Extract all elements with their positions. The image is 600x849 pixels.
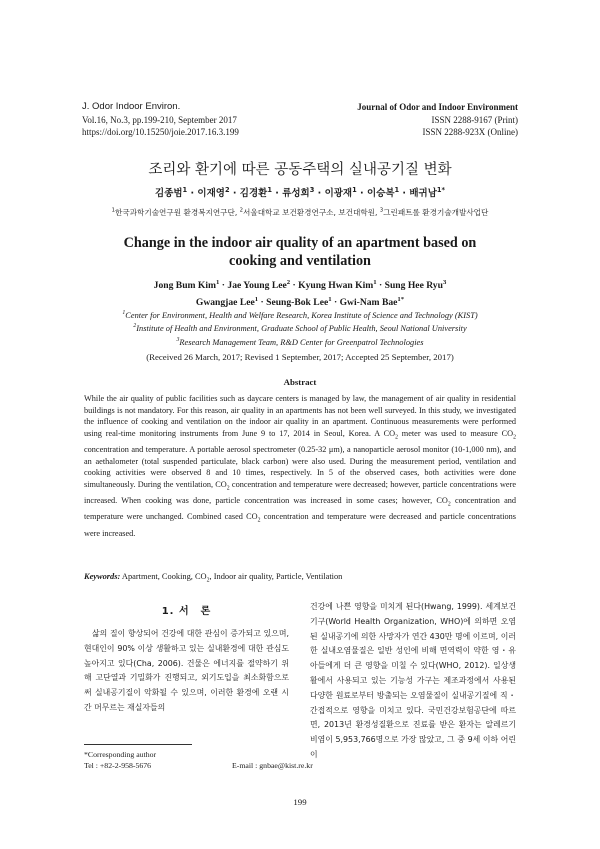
author-name: 류성희 <box>282 188 310 199</box>
author-separator: · <box>258 297 267 309</box>
journal-full-name: Journal of Odor and Indoor Environment <box>357 102 518 112</box>
author-affiliation-marker: 3 <box>309 185 315 194</box>
affiliation-marker: 2 <box>133 323 137 330</box>
author-affiliation-marker: 2 <box>224 185 230 194</box>
affiliation-text: 한국과학기술연구원 환경복지연구단, <box>115 208 240 217</box>
english-title: Change in the indoor air quality of an apartment based on cooking and ventilation <box>123 235 477 269</box>
journal-header-left <box>82 101 239 139</box>
author-separator: · <box>290 280 299 292</box>
author-separator: · <box>399 188 410 199</box>
right-column <box>310 600 516 763</box>
author-separator: · <box>331 297 340 309</box>
english-authors <box>100 276 500 310</box>
affiliation-marker: 1 <box>122 310 126 316</box>
affiliation-text: Center for Environment, Health and Welfare Research, Korea Institute of Science and Technology (KIST) <box>125 310 478 320</box>
author-name: 배귀남 <box>409 188 437 199</box>
affiliation-line <box>60 321 540 334</box>
affiliation-text: Research Management Team, R&D Center for Greenpatrol Technologies <box>179 337 424 347</box>
keywords-before: Apartment, Cooking, CO <box>120 572 207 581</box>
volume-line: Vol.16, No.3, pp.199-210, September 2017 <box>82 114 237 125</box>
section-heading-introduction: 1. 서 론 <box>161 606 212 617</box>
author-affiliation-marker: 3 <box>442 279 447 286</box>
affiliation-line <box>60 308 540 321</box>
affiliation-marker: 3 <box>176 336 180 343</box>
intro-paragraph-left: 삶의 질이 향상되어 건강에 대한 관심이 증가되고 있으며, 현대인이 90% 이상 생활하고 있는 실내환경에 대한 관심도 높아지고 있다(Cha, 2006). 건물은 에너지를 절약하기 위해 고단열과 기밀화가 진행되고, 외기도입을 최소화함으로써 실내공기질이 악화될 수 있으며, 이러한 환경에 오랜 시간 머무르는 재실자들의 <box>84 629 289 712</box>
author-affiliation-marker: 1 <box>352 185 357 194</box>
abstract-seg-3: concentration and temperature were decreased; however, particle concentrations were increased. When cooking was done, particle concentration was increased in some cases; however, CO <box>84 479 516 506</box>
abstract-seg-0: While the air quality of public facilities such as daycare centers is managed by law, the management of air quality in residential buildings is not mandatory. For this reason, air quality in an apartments has not been well surveyed. In this study, we investigated the influence of cooking and ventilation on the indoor air quality in an apartment. Continuous measurements were performed using real-time monitoring instruments from June 9 to 17, 2014 in Seoul, Korea. A CO <box>84 394 516 438</box>
author-affiliation-marker: 1 <box>373 279 377 286</box>
affiliation-text: 그린패트롤 환경기술개발사업단 <box>383 208 489 217</box>
author-affiliation-marker: 1 <box>216 279 220 286</box>
affiliation-text: 서울대학교 보건환경연구소, 보건대학원, <box>243 208 380 217</box>
corresponding-tel: Tel : +82-2-958-5676 <box>84 761 152 770</box>
keywords-label: Keywords: <box>84 572 121 581</box>
doi-link[interactable]: https://doi.org/10.15250/joie.2017.16.3.199 <box>82 127 239 137</box>
author-name: 이광재 <box>324 188 353 199</box>
left-column <box>84 602 289 716</box>
author-separator: · <box>219 280 228 292</box>
journal-header-right <box>357 101 518 139</box>
affiliation-marker: 2 <box>239 207 244 214</box>
author-name: Jae Young Lee <box>227 280 287 292</box>
subscript: 2 <box>513 434 516 441</box>
corresponding-email[interactable]: E-mail : gnbae@kist.re.kr <box>232 761 313 770</box>
author-separator: · <box>229 188 240 199</box>
author-affiliation-marker: 1 <box>267 185 272 194</box>
keywords <box>84 572 516 584</box>
author-separator: · <box>314 188 325 199</box>
abstract-seg-4: concentration and temperature were unchanged. Combined cased CO <box>84 496 516 522</box>
author-name: Gwi-Nam Bae <box>339 297 398 309</box>
korean-title: 조리와 환기에 따른 공동주택의 실내공기질 변화 <box>148 162 452 178</box>
author-name: 김종범 <box>155 188 183 199</box>
abstract-seg-2: concentration and temperature. A portable aerosol spectrometer (0.25-32 μm), a nanoparticle aerosol monitor (10-1,000 nm), and an aethalometer (total suspended particulate, black carbon) were also used. During the measurement period, ventilation and cooking activities were observed 8 and 10 times, respectively. In 5 of the observed cases, both activities were done simultaneously. During the ventilation, CO <box>84 445 516 489</box>
author-name: 이재영 <box>197 188 225 199</box>
affiliation-text: Institute of Health and Environment, Graduate School of Public Health, Seoul National University <box>136 324 467 334</box>
journal-short-name: J. Odor Indoor Environ. <box>82 101 181 112</box>
abstract-heading: Abstract <box>283 377 317 387</box>
author-name: 김경환 <box>239 188 268 199</box>
author-affiliation-marker: 1* <box>436 185 445 194</box>
intro-paragraph-right: 건강에 나쁜 영향을 미치게 된다(Hwang, 1999). 세계보건기구(World Health Organization, WHO)에 의하면 오염된 실내공기에 의한 사망자가 연간 430만 명에 이르며, 이러한 실내오염물질은 일반 성인에 비해 면역력이 약한 영・유아들에게 더 큰 영향을 미칠 수 있다(WHO, 2012). 일상생활에서 사용되고 있는 기능성 가구는 제조과정에서 사용된 다양한 원료로부터 방출되는 오염물질이 실내공기질에 직・간접적으로 영향을 미치고 있다. 국민건강보험공단에 따르면, 2013년 환경성질환으로 진료를 받은 환자는 알레르기 비염이 5,953,766명으로 가장 많았고, 그 중 9세 이하 어린이 <box>310 602 516 759</box>
author-name: Gwangjae Lee <box>195 297 255 309</box>
korean-authors <box>0 185 600 199</box>
author-affiliation-marker: 1 <box>394 185 400 194</box>
english-affiliations <box>60 308 540 348</box>
korean-affiliations <box>0 207 600 218</box>
subscript: 2 <box>447 501 451 508</box>
abstract-body <box>84 393 516 539</box>
abstract-seg-1: meter was used to measure CO <box>397 428 514 438</box>
author-affiliation-marker: 1 <box>182 185 188 194</box>
subscript: 2 <box>206 577 210 584</box>
author-affiliation-marker: 2 <box>286 279 291 286</box>
author-name: Seung-Bok Lee <box>266 297 329 309</box>
author-affiliation-marker: 1 <box>328 296 332 304</box>
author-name: Sung Hee Ryu <box>384 280 443 292</box>
author-affiliation-marker: 1 <box>254 296 259 304</box>
author-separator: · <box>376 280 385 292</box>
issn-print: ISSN 2288-9167 (Print) <box>431 114 518 125</box>
footnote-divider <box>84 744 192 745</box>
issn-online: ISSN 2288-923X (Online) <box>422 127 518 137</box>
author-name: 이승복 <box>366 188 395 199</box>
subscript: 2 <box>257 517 261 524</box>
abstract-seg-5: concentration and temperature were decreased and particle concentrations were increased. <box>84 512 517 538</box>
received-dates: (Received 26 March, 2017; Revised 1 September, 2017; Accepted 25 September, 2017) <box>146 352 454 362</box>
keywords-after: , Indoor air quality, Particle, Ventilation <box>209 572 343 581</box>
author-separator: · <box>271 188 283 199</box>
author-separator: · <box>187 188 198 199</box>
author-name: Jong Bum Kim <box>153 280 217 292</box>
corresponding-author-note <box>84 749 384 771</box>
corresponding-label: *Corresponding author <box>84 750 157 759</box>
affiliation-line <box>60 335 540 348</box>
author-name: Kyung Hwan Kim <box>298 280 374 292</box>
subscript: 2 <box>226 485 230 492</box>
subscript: 2 <box>395 434 398 441</box>
affiliation-marker: 1 <box>111 207 116 214</box>
author-affiliation-marker: 1* <box>397 296 405 304</box>
page-number: 199 <box>293 797 307 807</box>
author-separator: · <box>356 188 367 199</box>
affiliation-marker: 3 <box>379 207 384 214</box>
